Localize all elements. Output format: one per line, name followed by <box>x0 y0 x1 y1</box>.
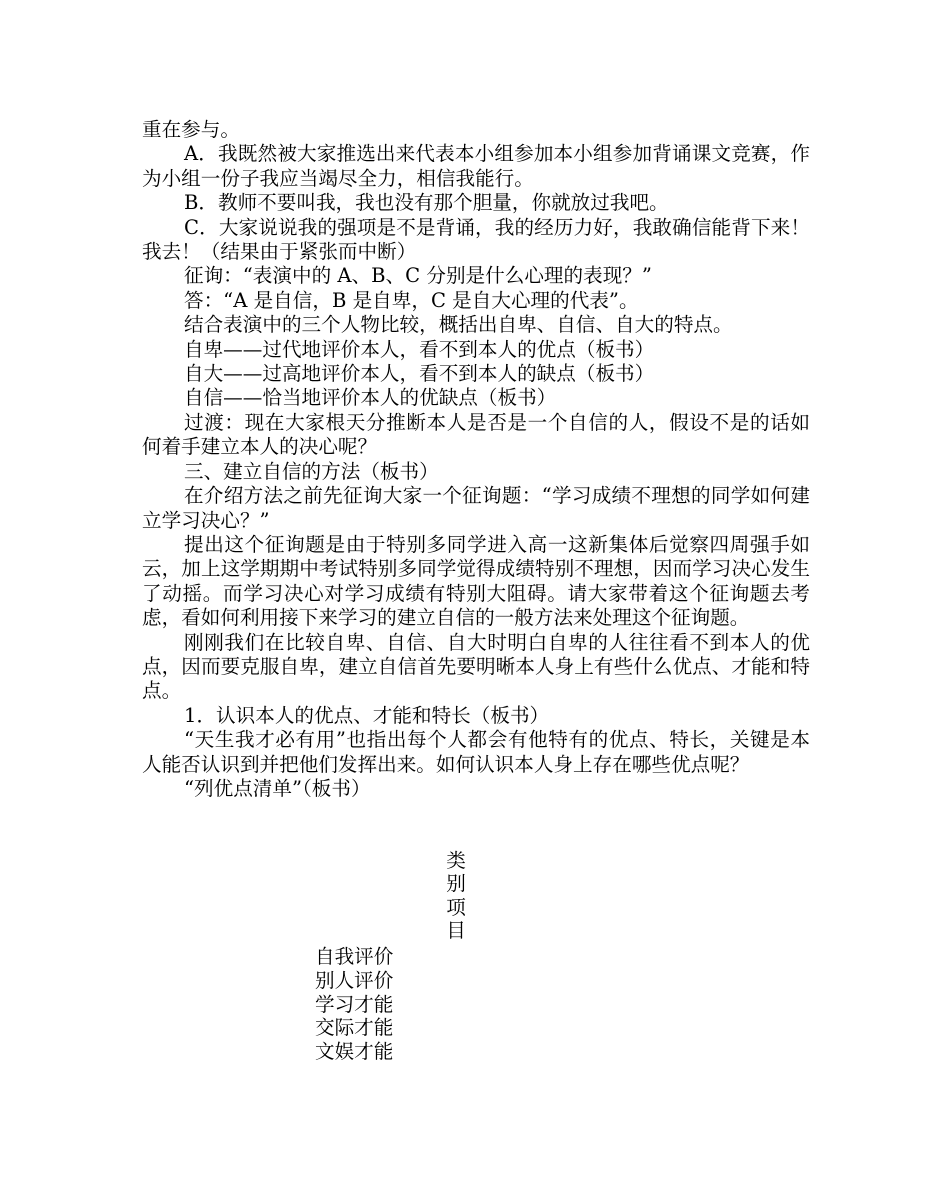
table-header-char: 别 <box>446 872 466 896</box>
table-row-labels <box>315 945 393 1064</box>
table-header-char: 类 <box>446 849 466 872</box>
paragraph: A．我既然被大家推选出来代表本小组参加本小组参加背诵课文竞赛，作为小组一份子我应当竭尽全力，相信我能行。 <box>142 142 810 190</box>
table-header-char: 目 <box>446 919 466 943</box>
table-row-label: 学习才能 <box>315 992 394 1016</box>
paragraph: C．大家说说我的强项是不是背诵，我的经历力好，我敢确信能背下来！我去！（结果由于紧张而中断） <box>142 215 810 264</box>
paragraph: B．教师不要叫我，我也没有那个胆量，你就放过我吧。 <box>184 191 669 215</box>
paragraph: 征询：“表演中的 A、B、C 分别是什么心理的表现？” <box>184 264 652 288</box>
table-row-label: 交际才能 <box>315 1016 394 1040</box>
paragraph: 结合表演中的三个人物比较，概括出自卑、自信、自大的特点。 <box>184 313 733 337</box>
paragraph: 1．认识本人的优点、才能和特长（板书） <box>184 703 550 727</box>
paragraph: 在介绍方法之前先征询大家一个征询题：“学习成绩不理想的同学如何建立学习决心？” <box>142 484 810 532</box>
paragraph: “天生我才必有用”也指出每个人都会有他特有的优点、特长，关键是本人能否认识到并把他们发挥出来。如何认识本人身上存在哪些优点呢？ <box>142 728 810 776</box>
paragraph: 过渡：现在大家根天分推断本人是否是一个自信的人，假设不是的话如何着手建立本人的决心呢？ <box>142 410 810 459</box>
paragraph: 答：“A 是自信，B 是自卑，C 是自大心理的代表”。 <box>184 288 639 312</box>
paragraph: 刚刚我们在比较自卑、自信、自大时明白自卑的人往往看不到本人的优点，因而要克服自卑，建立自信首先要明晰本人身上有些什么优点、才能和特点。 <box>142 630 810 703</box>
document-body <box>142 118 810 801</box>
paragraph: 提出这个征询题是由于特别多同学进入高一这新集体后觉察四周强手如云，加上这学期期中考试特别多同学觉得成绩特别不理想，因而学习决心发生了动摇。而学习决心对学习成绩有特别大阻碍。请大家带着这个征询题去考虑，看如何利用接下来学习的建立自信的一般方法来处理这个征询题。 <box>142 532 810 630</box>
paragraph: 自信——恰当地评价本人的优缺点（板书） <box>184 386 557 410</box>
paragraph: “列优点清单”（板书） <box>184 776 371 800</box>
paragraph: 自卑——过代地评价本人，看不到本人的优点（板书） <box>184 337 655 361</box>
paragraph: 重在参与。 <box>142 118 240 141</box>
table-row-label: 文娱才能 <box>315 1040 394 1064</box>
table-row-label: 别人评价 <box>315 968 394 992</box>
paragraph: 三、建立自信的方法（板书） <box>184 459 439 483</box>
table-vertical-header <box>444 849 468 943</box>
table-row-label: 自我评价 <box>315 945 394 968</box>
table-header-char: 项 <box>446 895 466 919</box>
paragraph: 自大——过高地评价本人，看不到本人的缺点（板书） <box>184 362 655 386</box>
